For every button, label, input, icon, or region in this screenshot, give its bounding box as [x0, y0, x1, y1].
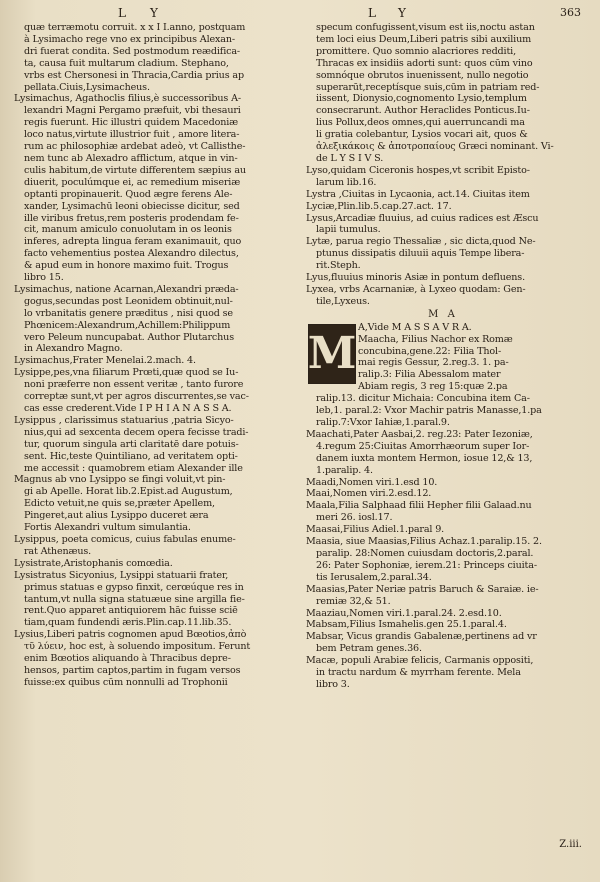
text-line: cit, manum amiculo conuolutam in os leonis	[24, 224, 232, 236]
text-line: meri 26. iosl.17.	[316, 512, 393, 524]
text-line: Lysius,Liberi patris cognomen apud Bœotios,ἀπὸ	[14, 629, 247, 641]
text-line: correptæ sunt,vt per agros discurrentes,se vac-	[24, 391, 249, 403]
decorated-initial-letter: M	[307, 327, 357, 379]
initial-block	[306, 322, 580, 393]
text-line: promittere. Quo somnio alacriores redditi,	[316, 45, 516, 57]
text-line: τῦ λύειν, hoc est, à soluendo impositum. Ferunt	[24, 641, 251, 653]
text-line: inferes, adrepta lingua feram exanimauit, quo	[24, 236, 242, 248]
text-line: rent.Quo apparet antiquiorem hāc fuisse sciē	[24, 605, 238, 617]
page-number: 363	[560, 6, 581, 19]
text-line: iissent, Dionysio,cognomento Lysio,templum	[316, 93, 527, 105]
text-line: primus statuas e gypso finxit, cerœúque res in	[24, 581, 244, 593]
text-line: libro 3.	[316, 678, 350, 690]
text-line: rat Athenæus.	[24, 545, 92, 557]
section-headword: M A	[428, 308, 458, 320]
text-line: lapii tumulus.	[316, 224, 381, 236]
decorated-initial	[308, 324, 356, 384]
text-line: 26: Pater Sophoniæ, ierem.21: Princeps ciuita-	[316, 559, 537, 571]
header-right-letter-2: Y	[398, 6, 406, 20]
text-line: Lysimachus, natione Acarnan,Alexandri præda-	[14, 283, 239, 295]
text-line: bem Petram genes.36.	[316, 643, 422, 655]
text-line: specum confugissent,visum est iis,noctu astan	[316, 22, 535, 33]
text-line: superarūt,receptísque suis,cūm in patriam red-	[316, 81, 540, 93]
header-right-letter-1: L	[368, 6, 376, 20]
text-line: optanti propinauerit. Quod ægre ferens Ale-	[24, 188, 233, 200]
text-line: Lysistrate,Aristophanis comœdia.	[14, 557, 173, 569]
text-line: Lyxea, vrbs Acarnaniæ, à Lyxeo quodam: Gen-	[306, 283, 526, 295]
text-line: à Lysimacho rege vno ex principibus Alexan-	[24, 33, 235, 45]
text-line: Maasias,Pater Neriæ patris Baruch & Saraiæ. ie-	[306, 583, 539, 595]
right-column-top-entries	[306, 22, 580, 308]
text-line: in Alexandro Magno.	[24, 343, 123, 355]
text-line: fuisse:ex quibus cūm nonnulli ad Trophonii	[24, 676, 228, 688]
text-line: Lysippus, poeta comicus, cuius fabulas enume-	[14, 533, 236, 545]
text-line: lo vrbanitatis genere præditus , nisi quod se	[24, 307, 233, 319]
text-line: paralip. 28:Nomen cuiusdam doctoris,2.paral.	[316, 547, 534, 559]
text-line: ralip.13. dicitur Michaia: Concubina item Ca-	[316, 393, 530, 405]
text-line: Maadi,Nomen viri.1.esd 10.	[306, 476, 438, 488]
text-line: consecrarunt. Author Heraclides Ponticus.Iu-	[316, 105, 530, 117]
text-line: Lyus,fluuius minoris Asiæ in pontum defluens.	[306, 272, 525, 284]
text-line: Phœnicem:Alexandrum,Achillem:Philippum	[24, 319, 231, 331]
text-line: Maala,Filia Salphaad filii Hepher filii Galaad.nu	[306, 500, 532, 512]
right-column-bottom-entries	[306, 393, 580, 691]
text-line: Maasia, siue Maasias,Filius Achaz.1.paralip.15. 2.	[306, 536, 542, 548]
text-line: Maachati,Pater Aasbai,2. reg.23: Pater Iezoniæ,	[306, 428, 533, 440]
text-line: ἀλεξικάκοις & ἀποτροπαίους Græci nominant. Vi-	[316, 141, 554, 153]
text-line: Maai,Nomen viri.2.esd.12.	[306, 488, 432, 500]
text-line: hensos, partim captos,partim in fugam versos	[24, 664, 241, 676]
text-line: ta, causa fuit multarum cladium. Stephano,	[24, 57, 229, 69]
text-line: dri fuerat condita. Sed postmodum reædifica-	[24, 45, 240, 57]
signature-mark: Z.iii.	[559, 839, 582, 850]
text-line: Lysimachus,Frater Menelai.2.mach. 4.	[14, 355, 196, 367]
text-line: loco natus,virtute illustrior fuit , amore litera-	[24, 129, 240, 141]
text-line: Lysimachus, Agathoclis filius,è successoribus A-	[14, 93, 241, 105]
text-line: enim Bœotios aliquando à Thracibus depre-	[24, 653, 231, 665]
text-line: & apud eum in honore maximo fuit. Trogus	[24, 260, 229, 272]
text-line: leb,1. paral.2: Vxor Machir patris Manasse,1.pa	[316, 405, 542, 417]
text-line: lius Pollux,deos omnes,qui auerruncandi ma	[316, 117, 525, 129]
text-line: Pingeret,aut alius Lysippo duceret æra	[24, 510, 209, 522]
text-line: remiæ 32,& 51.	[316, 595, 391, 607]
text-line: Magnus ab vno Lysippo se fingi voluit,vt pin-	[14, 474, 226, 486]
text-line: culis habitum,de virtute differentem sæpius au	[24, 164, 246, 176]
text-line: tis Ierusalem,2.paral.34.	[316, 571, 432, 583]
text-line: somnóque obrutos inuenissent, nullo negotio	[316, 69, 529, 81]
text-line: de L Y S I V S.	[316, 152, 384, 164]
text-line: nem tunc ab Alexadro afflictum, atque in vin-	[24, 152, 238, 164]
text-line: in tractu nardum & myrrham ferente. Mela	[316, 667, 521, 679]
text-line: 4.regum 25:Ciuitas Amorrhæorum super Ior-	[316, 440, 530, 452]
text-line: Maaziau,Nomen viri.1.paral.24. 2.esd.10.	[306, 607, 502, 619]
header-left-letter-1: L	[118, 6, 126, 20]
text-line: Lyso,quidam Ciceronis hospes,vt scribit Episto-	[306, 164, 530, 176]
text-line: vrbs est Chersonesi in Thracia,Cardia prius ap	[24, 69, 244, 81]
text-line: ralip.7:Vxor Iahiæ,1.paral.9.	[316, 417, 450, 428]
text-line: cas esse crederent.Vide I P H I A N A S S A.	[24, 403, 232, 414]
text-line: noni præferre non essent veritæ , tanto furore	[24, 379, 244, 391]
text-line: diuerit, poculúmque ei, ac remedium miseriæ	[24, 176, 241, 188]
text-line: tiam,quam fundendi æris.Plin.cap.11.lib.35.	[24, 617, 232, 629]
text-line: Lysippe,pes,vna filiarum Prœti,quæ quod se Iu-	[14, 367, 239, 379]
text-line: mai regis Gessur, 2.reg.3. 1. pa-	[358, 357, 509, 369]
text-line: Maacha, Filius Nachor ex Romæ	[358, 333, 513, 345]
text-line: rum ac philosophiæ ardebat adeò, vt Callisthe-	[24, 141, 246, 153]
text-line: Edicto vetuit,ne quis se,præter Apellem,	[24, 498, 215, 510]
text-line: lexandri Magni Pergamo præfuit, vbi thesauri	[24, 105, 241, 117]
left-column	[14, 22, 290, 870]
text-line: gogus,secundas post Leonidem obtinuit,nul-	[24, 295, 233, 307]
text-line: larum lib.16.	[316, 176, 377, 188]
text-line: vero Peleum nuncupabat. Author Plutarchus	[24, 331, 234, 343]
text-line: quæ terræmotu corruit. x x I I.anno, postquam	[24, 22, 246, 33]
text-line: li gratia colebantur, Lysios vocari ait, quos &	[316, 129, 528, 141]
text-line: xander, Lysimachū leoni obiecisse dicitur, sed	[24, 200, 240, 212]
text-line: tile,Lyxeus.	[316, 295, 370, 307]
text-line: ralip.3: Filia Abessalom mater	[358, 369, 501, 381]
text-line: Lysus,Arcadiæ fluuius, ad cuius radices est Æscu	[306, 212, 539, 224]
text-line: pellata.Ciuis,Lysimacheus.	[24, 81, 150, 93]
header-left-letter-2: Y	[150, 6, 158, 20]
text-line: Lystra ,Ciuitas in Lycaonia, act.14. Ciuitas item	[306, 188, 530, 200]
text-line: tantum,vt nulla signa statuæue sine argilla fie-	[24, 593, 245, 605]
text-line: libro 15.	[24, 272, 64, 284]
text-line: me accessit : quamobrem etiam Alexander ille	[24, 462, 243, 474]
text-line: Thracas ex insidiis adorti sunt: quos cūm vino	[316, 57, 533, 69]
text-line: Fortis Alexandri vultum simulantia.	[24, 522, 191, 534]
text-line: concubina,gene.22: Filia Thol-	[358, 345, 502, 357]
text-line: Mabsam,Filius Ismahelis.gen 25.1.paral.4.	[306, 619, 507, 631]
text-line: danem iuxta montem Hermon, iosue 12,& 13,	[316, 452, 533, 464]
text-line: A,Vide M A S S A V R A.	[358, 321, 472, 333]
text-line: Maasai,Filius Adiel.1.paral 9.	[306, 524, 445, 536]
text-line: gi ab Apelle. Horat lib.2.Epist.ad Augustum,	[24, 486, 233, 498]
text-line: ptunus dissipatis diluuii aquis Tempe libera-	[316, 248, 525, 260]
text-line: sent. Hic,teste Quintiliano, ad veritatem opti-	[24, 450, 238, 462]
text-line: Lytæ, parua regio Thessaliæ , sic dicta,quod Ne-	[306, 236, 536, 248]
text-line: tem loci eius Deum,Liberi patris sibi auxilium	[316, 33, 532, 45]
text-line: Mabsar, Vicus grandis Gabalenæ,pertinens ad vr	[306, 631, 537, 643]
text-line: tur, quorum singula arti claritatē dare potuis-	[24, 438, 239, 450]
text-line: rit.Steph.	[316, 260, 361, 272]
text-line: Lyciæ,Plin.lib.5.cap.27.act. 17.	[306, 200, 452, 212]
text-line: Macæ, populi Arabiæ felicis, Carmanis oppositi,	[306, 655, 534, 667]
text-line: Abiam regis, 3 reg 15:quæ 2.pa	[358, 381, 508, 393]
text-line: ille viribus fretus,rem posteris prodendam fe-	[24, 212, 239, 224]
text-line: regis fuerunt. Hic illustri quidem Macedoniæ	[24, 117, 239, 129]
text-line: Lysistratus Sicyonius, Lysippi statuarii frater,	[14, 569, 229, 581]
text-line: nius,qui ad sexcenta decem opera fecisse tradi-	[24, 426, 249, 438]
text-line: facto vehementius postea Alexandro dilectus,	[24, 248, 239, 260]
text-line: 1.paralip. 4.	[316, 464, 373, 476]
text-line: Lysippus , clarissimus statuarius ,patria Sicyo-	[14, 414, 234, 426]
right-column	[306, 22, 580, 870]
